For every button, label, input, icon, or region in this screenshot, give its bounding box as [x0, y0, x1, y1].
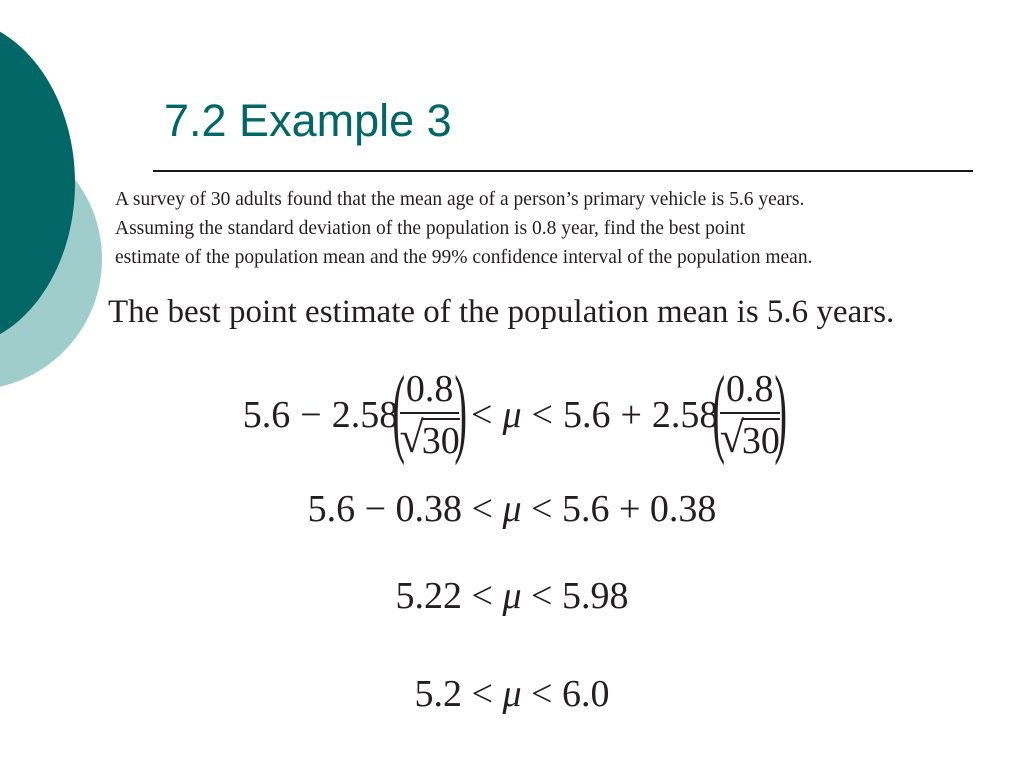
mu-symbol: μ — [502, 394, 522, 436]
interval-step-2: 5.6 − 0.38 < μ < 5.6 + 0.38 — [307, 488, 717, 530]
left-fraction — [400, 370, 460, 460]
confidence-interval-formula — [0, 355, 1024, 466]
right-open-paren: ( — [712, 355, 726, 466]
left-close-paren: ) — [454, 355, 467, 466]
point-estimate-statement: The best point estimate of the population mean is 5.6 years. — [108, 294, 895, 330]
slide-title: 7.2 Example 3 — [164, 95, 452, 146]
mu-symbol: μ — [502, 575, 522, 617]
interval-step-3: 5.22 < μ < 5.98 — [395, 575, 629, 617]
right-denominator — [720, 414, 780, 460]
left-numerator: 0.8 — [400, 370, 460, 414]
right-fraction — [720, 370, 780, 460]
right-numerator: 0.8 — [720, 370, 780, 414]
less-than-2: < — [531, 394, 553, 436]
left-radicand: 30 — [421, 420, 460, 462]
left-mean: 5.6 — [242, 394, 291, 436]
mu-symbol: μ — [502, 488, 522, 530]
problem-statement — [115, 185, 1015, 272]
problem-line-1: A survey of 30 adults found that the mean age of a person’s primary vehicle is 5.6 years. — [115, 189, 805, 210]
right-mean: 5.6 — [562, 394, 611, 436]
problem-line-3: estimate of the population mean and the 99% confidence interval of the population mean. — [115, 247, 813, 268]
left-denominator — [400, 414, 460, 460]
left-open-paren: ( — [392, 355, 406, 466]
minus-sign: − — [300, 394, 322, 436]
title-divider — [153, 170, 973, 172]
right-radicand: 30 — [741, 420, 780, 462]
left-z-value: 2.58 — [331, 394, 399, 436]
plus-sign: + — [620, 394, 642, 436]
mu-symbol: μ — [502, 673, 522, 715]
interval-result: 5.2 < μ < 6.0 — [414, 673, 610, 715]
right-close-paren: ) — [774, 355, 787, 466]
less-than-1: < — [471, 394, 493, 436]
problem-line-2: Assuming the standard deviation of the population is 0.8 year, find the best point — [115, 218, 746, 239]
right-radical-sign: √ — [719, 413, 744, 462]
right-z-value: 2.58 — [651, 394, 719, 436]
left-radical-sign: √ — [399, 413, 424, 462]
